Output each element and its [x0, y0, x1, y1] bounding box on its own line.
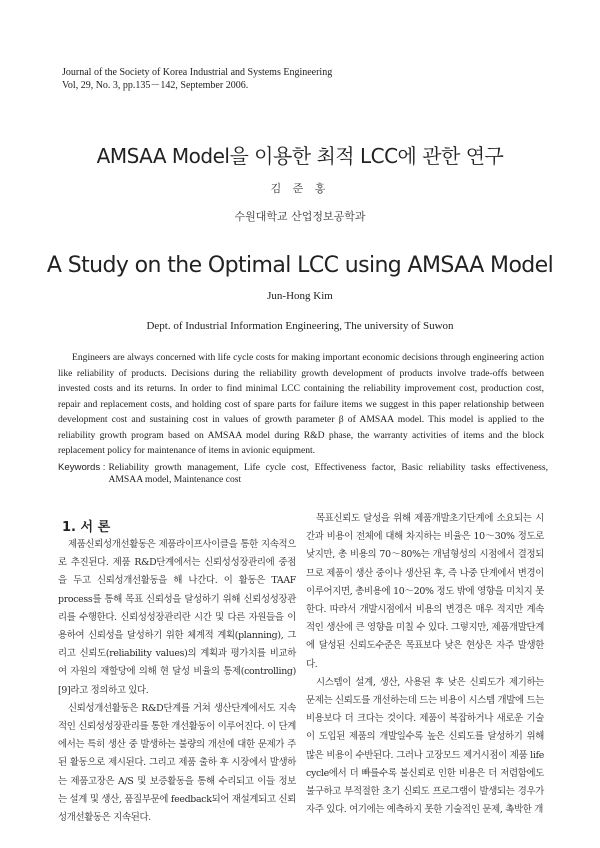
journal-header [62, 66, 332, 92]
paragraph: 시스템이 설계, 생산, 사용된 후 낮은 신뢰도가 제기하는 문제는 신뢰도를 개선하는데 드는 비용이 시스템 개발에 드는 비용보다 더 크다는 것이다. 제품이 복잡하거나 새로운 기술이 도입된 제품의 개발일수록 높은 신뢰도를 달성하기 위해 많은 비용이 수반된다. 그러나 고장모드 제거시점이 제품 life cycle에서 더 빠를수록 불신뢰로 인한 비용은 더 저렴함에도 불구하고 부적절한 초기 신뢰도 프로그램이 발생되는 경우가 자주 있다. 여기에는 예측하지 못한 기술적인 문제, 촉박한 개 [306, 676, 544, 816]
right-column [306, 510, 544, 819]
english-title: A Study on the Optimal LCC using AMSAA Model [46, 253, 554, 278]
paragraph: 제품신뢰성개선활동은 제품라이프사이클을 통한 지속적으로 추진된다. 제품 R&D단계에서는 신뢰성성장관리에 중점을 두고 신뢰성개선활동을 해 나간다. 이 활동은 TAAF process를 통해 목표 신뢰성을 달성하기 위해 신뢰성성장관리를 수행한다. 신뢰성성장관리란 시간 및 다른 자원들을 이용하여 신뢰성을 달성하기 위한 체계적 계획(planning), 그리고 신뢰도(reliability values)의 계획과 평가치를 비교하여 자원의 재할당에 의해 현 달성 비율의 통제(controlling)[9]라고 정의하고 있다. [58, 539, 296, 696]
keywords [58, 462, 548, 486]
english-author: Jun-Hong Kim [267, 290, 333, 302]
english-affiliation: Dept. of Industrial Information Engineering, The university of Suwon [146, 320, 454, 332]
journal-volume: Vol, 29, No. 3, pp.135－142, September 2006. [62, 80, 249, 91]
section-heading: 1. 서 론 [62, 520, 111, 535]
keywords-text: Reliability growth management, Life cycle cost, Effectiveness factor, Basic reliability tasks effectiveness, AMSAA model, Maintenance cost [108, 462, 548, 485]
journal-name: Journal of the Society of Korea Industrial and Systems Engineering [62, 67, 333, 78]
left-column [58, 536, 296, 827]
keywords-label: Keywords : [58, 462, 106, 473]
paragraph: 목표신뢰도 달성을 위해 제품개발초기단계에 소요되는 시간과 비용이 전체에 대해 차지하는 비율은 10～30% 정도로 낮지만, 총 비용의 70～80%는 개념형성의 시점에서 결정되므로 제품이 생산 중이나 생산된 후, 즉 나중 단계에서 변경이 이루어지면, 총비용에 10～20% 정도 밖에 영향을 미치지 못한다. 따라서 개발시점에서 비용의 변경은 매우 적지만 계속적인 생산에 큰 영향을 미칠 수 있다. 그렇지만, 제품개발단계에 달성된 신뢰도수준은 목표보다 낮은 현상은 자주 발생한다. [306, 513, 544, 670]
korean-affiliation: 수원대학교 산업정보공학과 [234, 210, 366, 223]
korean-author: 김 준 홍 [270, 182, 330, 195]
paragraph: 신뢰성개선활동은 R&D단계를 거쳐 생산단계에서도 지속적인 신뢰성성장관리를 통한 개선활동이 이루어진다. 이 단계에서는 특히 생산 중 발생하는 불량의 개선에 대한 문제가 주된 활동으로 제시된다. 그리고 제품 출하 후 시장에서 발생하는 제품고장은 A/S 및 보증활동을 통해 수리되고 이들 정보는 설계 및 생산, 품질부문에 feedback되어 재설계되고 신뢰성개선활동은 지속된다. [58, 702, 296, 824]
korean-title: AMSAA Model을 이용한 최적 LCC에 관한 연구 [96, 144, 504, 168]
abstract: Engineers are always concerned with life cycle costs for making important economic decisions through engineering action like reliability of products. Decisions during the reliability growth development of products involve trade-offs between invested costs and its returns. In order to find minimal LCC containing the reliability improvement cost, production cost, repair and replacement costs, and holding cost of spare parts for failure items we suggest in this paper relationship between development cost and sustaining cost in values of growth parameter β of AMSAA model. This model is applied to the reliability growth program based on AMSAA model during R&D phase, the warranty activities of items and the block replacement policy for maintenance of items in avionic equipment. [58, 352, 544, 456]
